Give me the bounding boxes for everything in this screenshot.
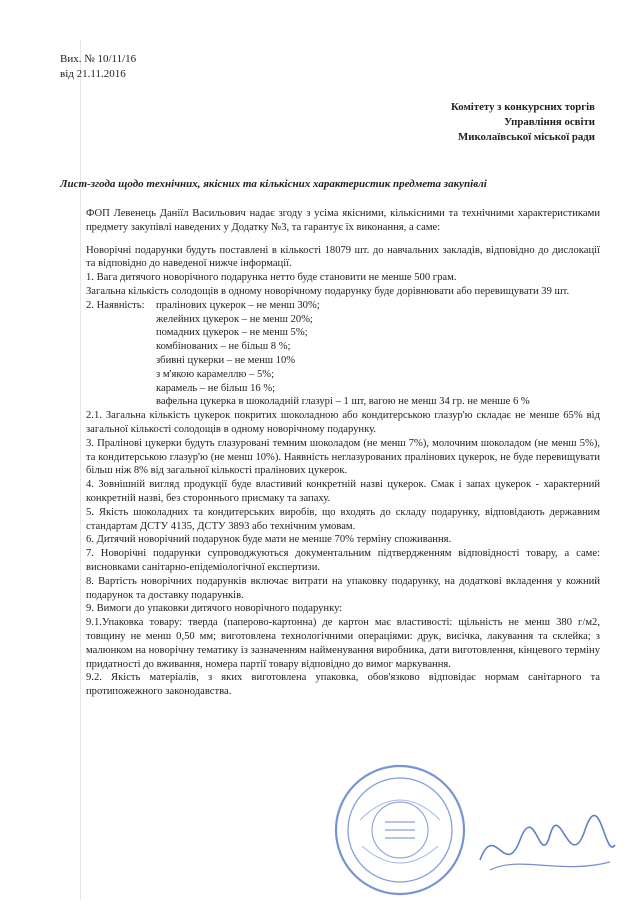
- item-2-1: 2.1. Загальна кількість цукерок покритих шоколадною або кондитерською глазур'ю складає не менше 65% від загальної кількості солодощів в одному новорічному подарунку.: [86, 410, 600, 435]
- item-3: 3. Пралінові цукерки будуть глазуровані темним шоколадом (не менш 7%), молочним шоколадом (не менш 5%), та кондитерською глазур'ю (не менш 10%). Наявність неглазурованих пралінових цукерок, не буде перевищувати більш ніж 8% від загальної кількості пралінових цукерок.: [86, 437, 600, 477]
- seal-stamp-icon: [330, 760, 470, 900]
- list-item: з м'якою карамеллю – 5%;: [156, 368, 275, 380]
- item-2: [86, 299, 600, 409]
- item-2-label: 2. Наявність:: [86, 299, 145, 311]
- signature-icon: [470, 800, 620, 890]
- list-item: комбінованих – не більш 8 %;: [156, 341, 291, 353]
- item-1-sub: Загальна кількість солодощів в одному новорічному подарунку буде дорівнювати або перевищувати 39 шт.: [86, 285, 570, 297]
- list-item: карамель – не більш 16 %;: [156, 382, 276, 394]
- intro-paragraph: ФОП Левенець Даніїл Васильович надає згоду з усіма якісними, кількісними та технічними характеристиками предмету закупівлі наведених у Додатку №3, та гарантує їх виконання, а саме:: [86, 208, 600, 233]
- addressee-block: [451, 100, 595, 145]
- item-8: 8. Вартість новорічних подарунків включає витрати на упаковку подарунку, на додаткові вкладення у кожний подарунок та доставку подарунків.: [86, 575, 600, 601]
- item-2-list: [156, 299, 320, 396]
- delivery-paragraph: Новорічні подарунки будуть поставлені в кількості 18079 шт. до навчальних закладів, відповідно до дислокації та відповідно до наведеної нижче інформації.: [86, 244, 600, 270]
- item-9-2: 9.2. Якість матеріалів, з яких виготовлена упаковка, обов'язково відповідає нормам санітарного та протипожежного законодавства.: [86, 672, 600, 698]
- item-1: 1. Вага дитячого новорічного подарунка нетто буде становити не менше 500 грам.: [86, 272, 457, 284]
- outgoing-date: від 21.11.2016: [60, 68, 126, 80]
- item-9: 9. Вимоги до упаковки дитячого новорічного подарунку:: [86, 603, 343, 615]
- item-7: 7. Новорічні подарунки супроводжуються документальним підтвердженням відповідності товару, а саме: висновками санітарно-епідеміологічної експертизи.: [86, 548, 600, 573]
- item-9-1: 9.1.Упаковка товару: тверда (паперово-картонна) де картон має властивості: щільність не менш 380 г/м2, товщину не менш 0,50 мм; виготовлена технологічними операціями: друк, висічка, лакування та склейка; з малюнком на новорічну тематику із зазначенням найменування виробника, дати виготовлення, кінцевого терміну придатності до вживання, номера партії товару відповідно до вимог маркування.: [86, 617, 600, 670]
- list-item: помадних цукерок – не менш 5%;: [156, 327, 308, 339]
- addressee-line-3: Миколаївської міської ради: [458, 131, 595, 143]
- outgoing-number: Вих. № 10/11/16: [60, 53, 137, 65]
- list-item: збивні цукерки – не менш 10%: [156, 354, 296, 366]
- outgoing-reference: [60, 52, 136, 82]
- list-item: желейних цукерок – не менш 20%;: [156, 313, 313, 325]
- addressee-line-1: Комітету з конкурсних торгів: [450, 101, 595, 113]
- document-title: Лист-згода щодо технічних, якісних та кількісних характеристик предмета закупівлі: [60, 178, 487, 190]
- item-5: 5. Якість шоколадних та кондитерських виробів, що входять до складу подарунку, відповідають державним стандартам ДСТУ 4135, ДСТУ 3893 або технічним умовам.: [86, 506, 600, 532]
- scan-fold-line: [80, 40, 81, 900]
- list-item: вафельна цукерка в шоколадній глазурі – 1 шт, вагою не менш 34 гр. не менше 6 %: [156, 396, 530, 408]
- document-body: [86, 207, 600, 699]
- item-4: 4. Зовнішній вигляд продукції буде властивий конкретній назві цукерок. Смак і запах цукерок - характерний конкретній назві, без стороннього присмаку та запаху.: [86, 479, 600, 504]
- item-6: 6. Дитячий новорічний подарунок буде мати не менше 70% терміну споживання.: [86, 534, 452, 546]
- list-item: пралінових цукерок – не менш 30%;: [156, 299, 320, 311]
- addressee-line-2: Управління освіти: [504, 116, 595, 128]
